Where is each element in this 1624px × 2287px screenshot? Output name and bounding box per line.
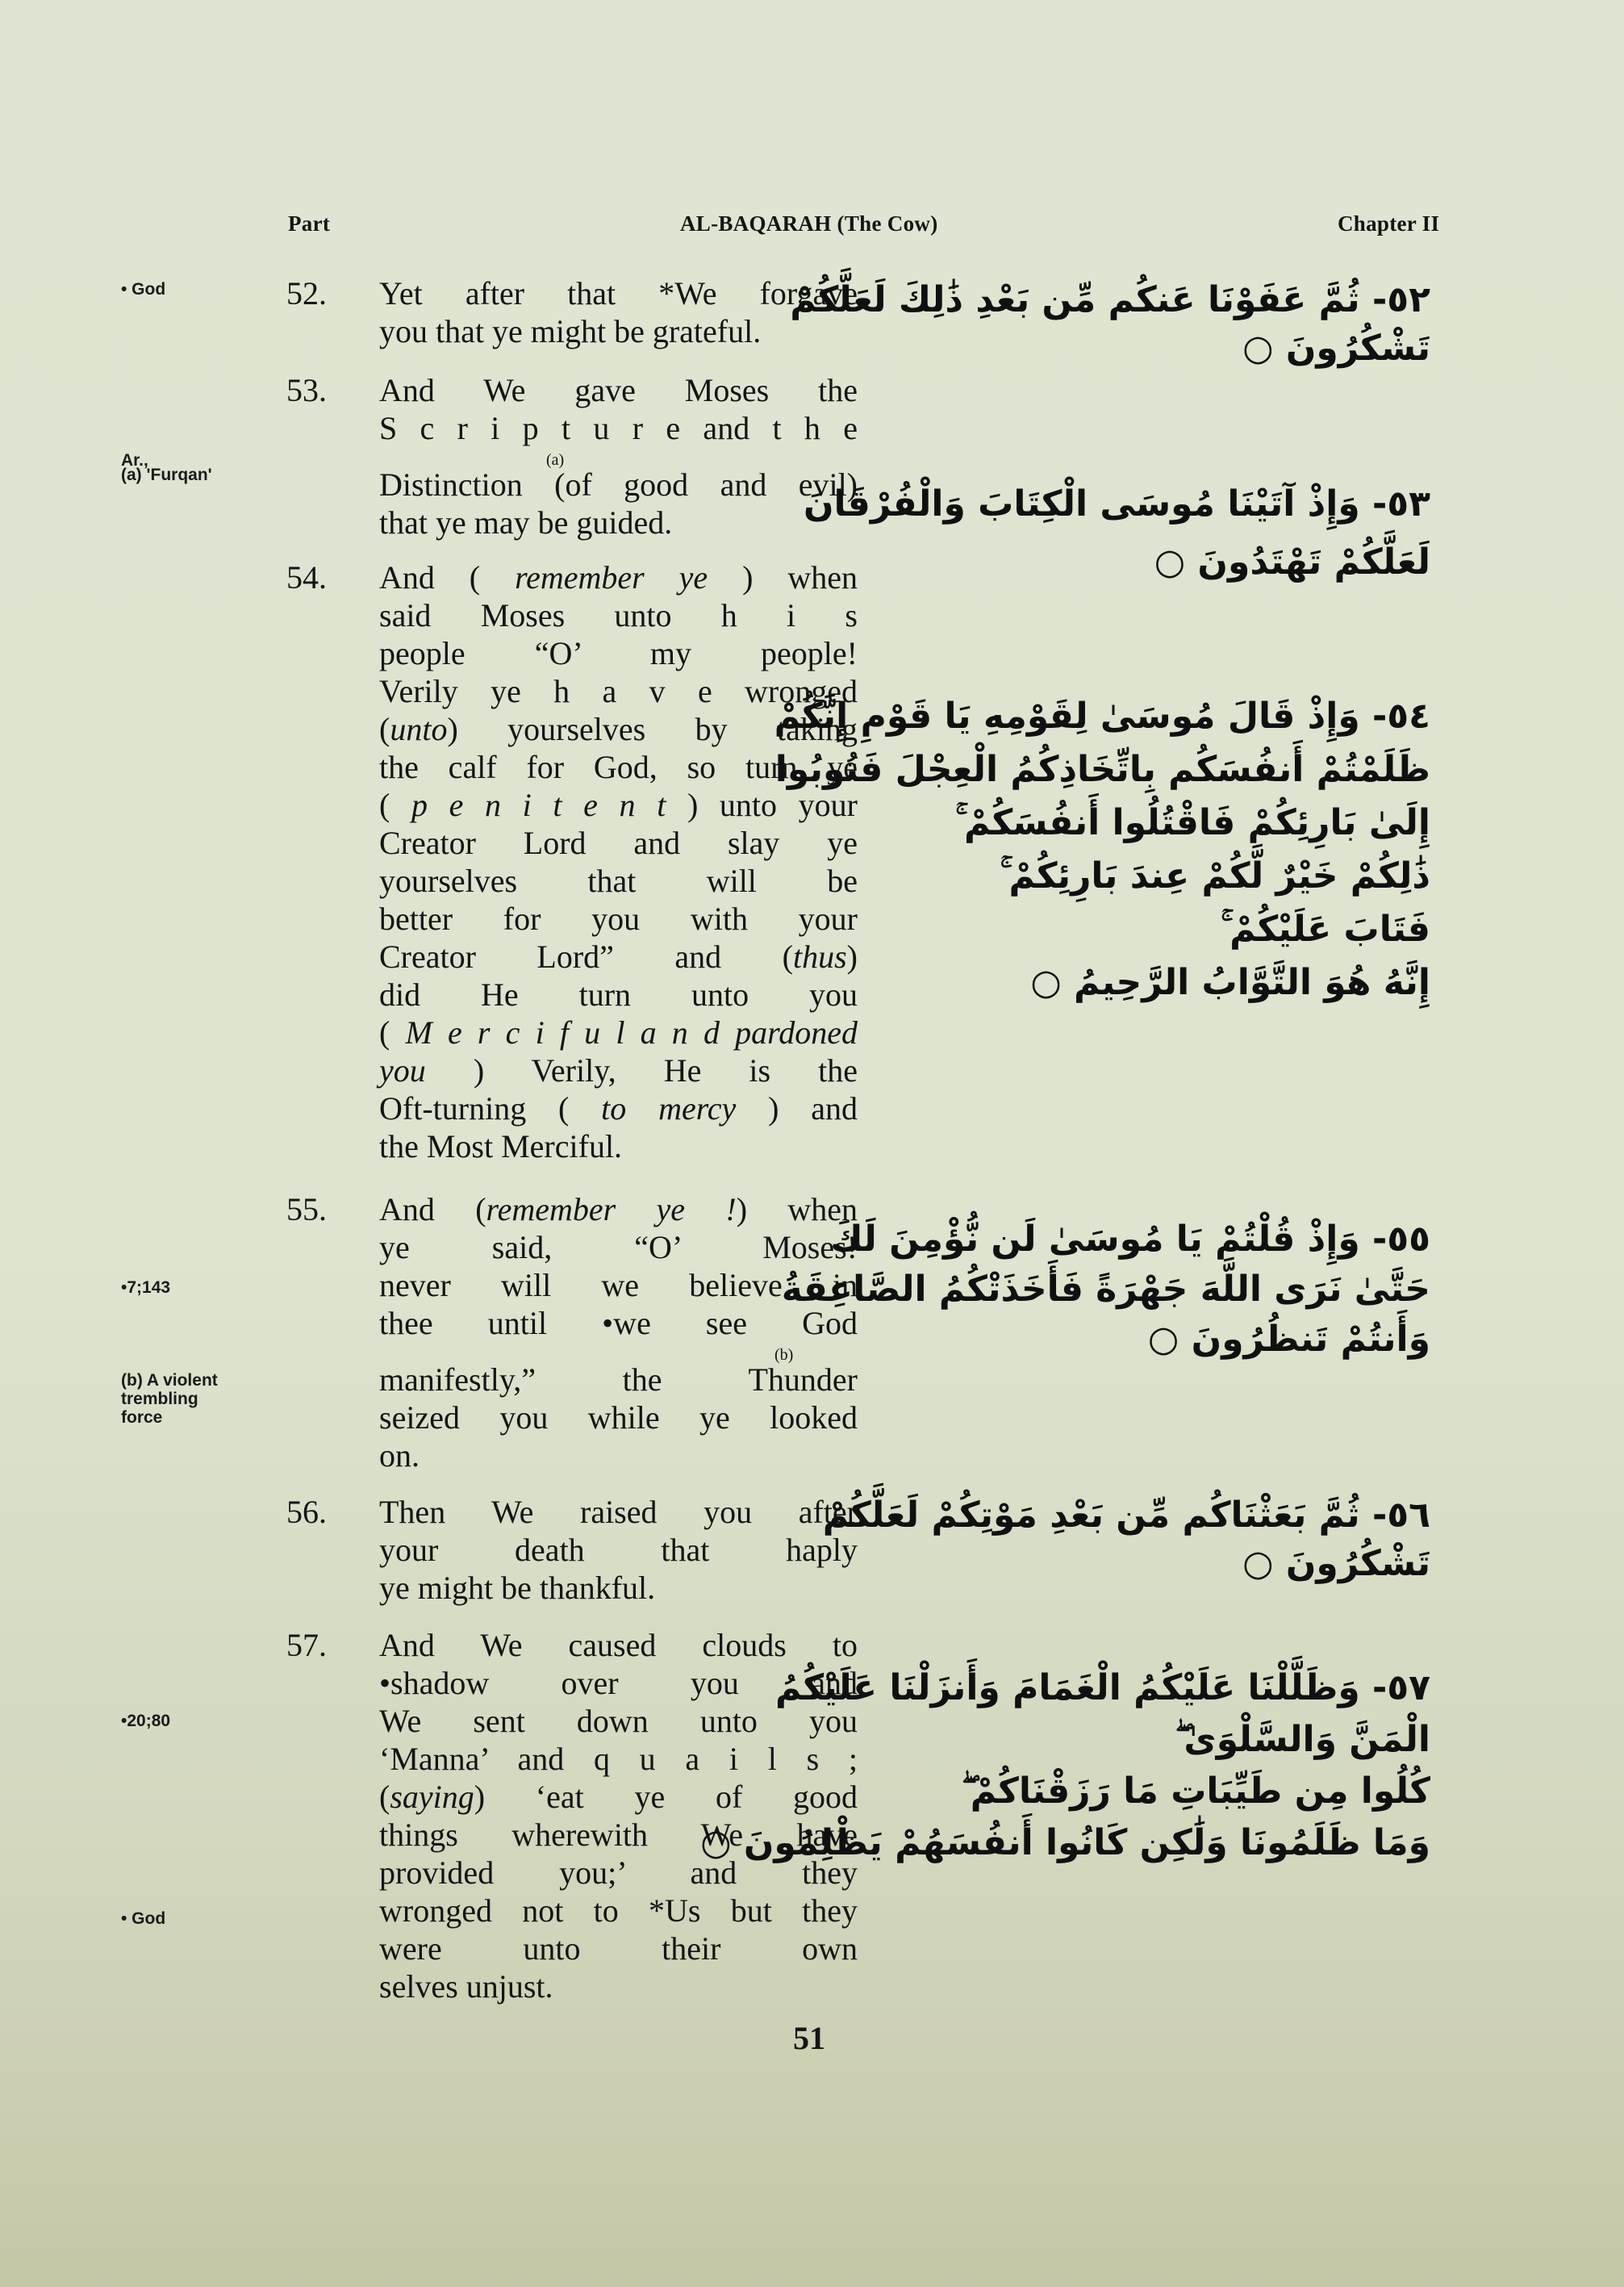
margin-note: force <box>121 1408 163 1427</box>
verse-line: thee until •we see God <box>379 1305 858 1341</box>
verse-line: Creator Lord” and (thus) <box>379 939 858 975</box>
arabic-line: كُلُوا مِن طَيِّبَاتِ مَا رَزَقْنَاكُمْ ۖ <box>961 1771 1430 1812</box>
margin-note: •20;80 <box>121 1712 171 1730</box>
verse-translation <box>379 371 858 541</box>
verse-line: And We caused clouds to <box>379 1627 858 1663</box>
verse-line: on. <box>379 1437 420 1474</box>
verse-line: you that ye might be grateful. <box>379 313 762 349</box>
arabic-verse-57 <box>700 1662 1430 1869</box>
italic-gloss: remember ye <box>515 559 708 596</box>
verse-translation <box>379 1493 858 1607</box>
verse-line: the calf for God, so turn ye <box>379 749 858 785</box>
verse-line: ye said, “O’ Moses! <box>379 1229 858 1265</box>
arabic-line: ٥٧- وَظَلَّلْنَا عَلَيْكُمُ الْغَمَامَ وَأَنزَلْنَا عَلَيْكُمُ <box>775 1667 1430 1708</box>
verse-line: the Most Merciful. <box>379 1128 623 1164</box>
verse-number: 52. <box>286 275 327 311</box>
verse-line: things wherewith We have <box>379 1817 858 1853</box>
verse-line: And We gave Moses the <box>379 372 858 408</box>
verse-line: never will we believe in <box>379 1267 858 1303</box>
footnote-marker: (a) <box>546 451 565 469</box>
margin-note: (a) 'Furqan' <box>121 466 212 484</box>
verse-line: (saying) ‘eat ye of good <box>379 1779 858 1815</box>
page-number: 51 <box>793 2020 825 2056</box>
arabic-line: ٥٣- وَإِذْ آتَيْنَا مُوسَى الْكِتَابَ وَالْفُرْقَانَ <box>803 483 1430 525</box>
verse-number: 55. <box>286 1191 327 1227</box>
arabic-line: ٥٤- وَإِذْ قَالَ مُوسَىٰ لِقَوْمِهِ يَا قَوْمِ إِنَّكُمْ <box>774 696 1430 737</box>
verse-line: Oft-turning ( to mercy ) and <box>379 1090 858 1127</box>
verse-line: provided you;’ and they <box>379 1854 858 1891</box>
arabic-verse-53 <box>803 480 1430 587</box>
arabic-line: تَشْكُرُونَ ○ <box>1242 1543 1430 1584</box>
verse-line: Distinction (of good and evil) <box>379 466 858 503</box>
arabic-line: ٥٦- ثُمَّ بَعَثْنَاكُم مِّن بَعْدِ مَوْتِكُمْ لَعَلَّكُمْ <box>822 1495 1430 1536</box>
verse-line: ye might be thankful. <box>379 1570 656 1606</box>
italic-gloss: M e r c i f u l a n d pardoned <box>405 1014 858 1051</box>
verse-line: ‘Manna’ and q u a i l s ; <box>379 1741 858 1777</box>
verse-line: We sent down unto you <box>379 1703 858 1739</box>
arabic-line: ٥٥- وَإِذْ قُلْتُمْ يَا مُوسَىٰ لَن نُّؤْمِنَ لَكَ <box>830 1219 1430 1260</box>
verse-line: were unto their own <box>379 1930 858 1967</box>
verse-line: seized you while ye looked <box>379 1399 858 1436</box>
header-surah-title: AL-BAQARAH (The Cow) <box>680 211 938 236</box>
italic-gloss: remember ye ! <box>486 1191 737 1227</box>
italic-gloss: thus <box>792 939 847 975</box>
verse-line: that ye may be guided. <box>379 504 673 541</box>
verse-line: And ( remember ye ) when <box>379 559 858 596</box>
arabic-line: لَعَلَّكُمْ تَهْتَدُونَ ○ <box>1154 541 1430 583</box>
italic-gloss: to mercy <box>601 1090 737 1127</box>
arabic-line: ٥٢- ثُمَّ عَفَوْنَا عَنكُم مِّن بَعْدِ ذَٰلِكَ لَعَلَّكُمْ <box>790 279 1430 320</box>
arabic-line: حَتَّىٰ نَرَى اللَّهَ جَهْرَةً فَأَخَذَتْكُمُ الصَّاعِقَةُ <box>781 1269 1430 1310</box>
verse-line: you ) Verily, He is the <box>379 1052 858 1089</box>
verse-translation <box>379 274 858 350</box>
verse-line: S c r i p t u r e and t h e <box>379 410 858 446</box>
italic-gloss: p e n i t e n t <box>411 787 666 823</box>
arabic-verse-52 <box>790 276 1430 373</box>
arabic-verse-55 <box>781 1215 1430 1365</box>
verse-line: wronged not to *Us but they <box>379 1892 858 1929</box>
verse-line: Verily ye h a v e wronged <box>379 673 858 709</box>
italic-gloss: you <box>379 1052 426 1089</box>
verse-line: manifestly,” the Thunder <box>379 1361 858 1398</box>
margin-note: (b) A violent <box>121 1371 218 1390</box>
verse-number: 54. <box>286 559 327 596</box>
arabic-line: فَتَابَ عَلَيْكُمْ ۚ <box>1221 909 1430 950</box>
verse-line: Creator Lord and slay ye <box>379 825 858 861</box>
verse-line: did He turn unto you <box>379 976 858 1013</box>
verse-line: Yet after that *We forgave <box>379 275 858 311</box>
verse-line: Then We raised you after <box>379 1494 858 1530</box>
italic-gloss: saying <box>390 1779 474 1815</box>
arabic-line: وَمَا ظَلَمُونَا وَلَٰكِن كَانُوا أَنفُسَهُمْ يَظْلِمُونَ ○ <box>700 1822 1430 1863</box>
verse-line: ( p e n i t e n t ) unto your <box>379 787 858 823</box>
margin-note: Ar., <box>121 451 148 470</box>
verse-translation <box>379 558 858 1165</box>
italic-gloss: unto <box>390 711 448 747</box>
verse-line: said Moses unto h i s <box>379 597 858 633</box>
verse-line: your death that haply <box>379 1532 858 1568</box>
verse-line: better for you with your <box>379 901 858 937</box>
verse-line: •shadow over you and <box>379 1665 858 1701</box>
arabic-line: تَشْكُرُونَ ○ <box>1242 328 1430 369</box>
verse-number: 53. <box>286 372 327 408</box>
arabic-line: وَأَنتُمْ تَنظُرُونَ ○ <box>1147 1319 1430 1360</box>
arabic-line: إِلَىٰ بَارِئِكُمْ فَاقْتُلُوا أَنفُسَكُمْ ۚ <box>955 802 1430 843</box>
margin-note: • God <box>121 1909 166 1928</box>
header-part-label: Part <box>288 211 331 236</box>
verse-number: 57. <box>286 1627 327 1663</box>
arabic-line: ذَٰلِكُمْ خَيْرٌ لَّكُمْ عِندَ بَارِئِكُمْ ۚ <box>1000 855 1430 897</box>
verse-line: people “O’ my people! <box>379 635 858 671</box>
header-chapter-label: Chapter II <box>1338 211 1440 236</box>
verse-line: selves unjust. <box>379 1968 553 2005</box>
verse-line: yourselves that will be <box>379 863 858 899</box>
margin-note: trembling <box>121 1390 198 1408</box>
verse-line: And (remember ye !) when <box>379 1191 858 1227</box>
margin-note: •7;143 <box>121 1278 171 1297</box>
verse-line: ( M e r c i f u l a n d pardoned <box>379 1014 858 1051</box>
footnote-marker: (b) <box>774 1346 794 1364</box>
verse-translation <box>379 1190 858 1474</box>
arabic-line: ظَلَمْتُمْ أَنفُسَكُم بِاتِّخَاذِكُمُ الْعِجْلَ فَتُوبُوا <box>774 749 1430 790</box>
arabic-line: الْمَنَّ وَالسَّلْوَىٰ ۖ <box>1175 1719 1430 1760</box>
margin-note: • God <box>121 280 166 299</box>
arabic-verse-56 <box>822 1491 1430 1588</box>
verse-line: (unto) yourselves by taking <box>379 711 858 747</box>
arabic-line: إِنَّهُ هُوَ التَّوَّابُ الرَّحِيمُ ○ <box>1030 962 1430 1003</box>
verse-number: 56. <box>286 1494 327 1530</box>
